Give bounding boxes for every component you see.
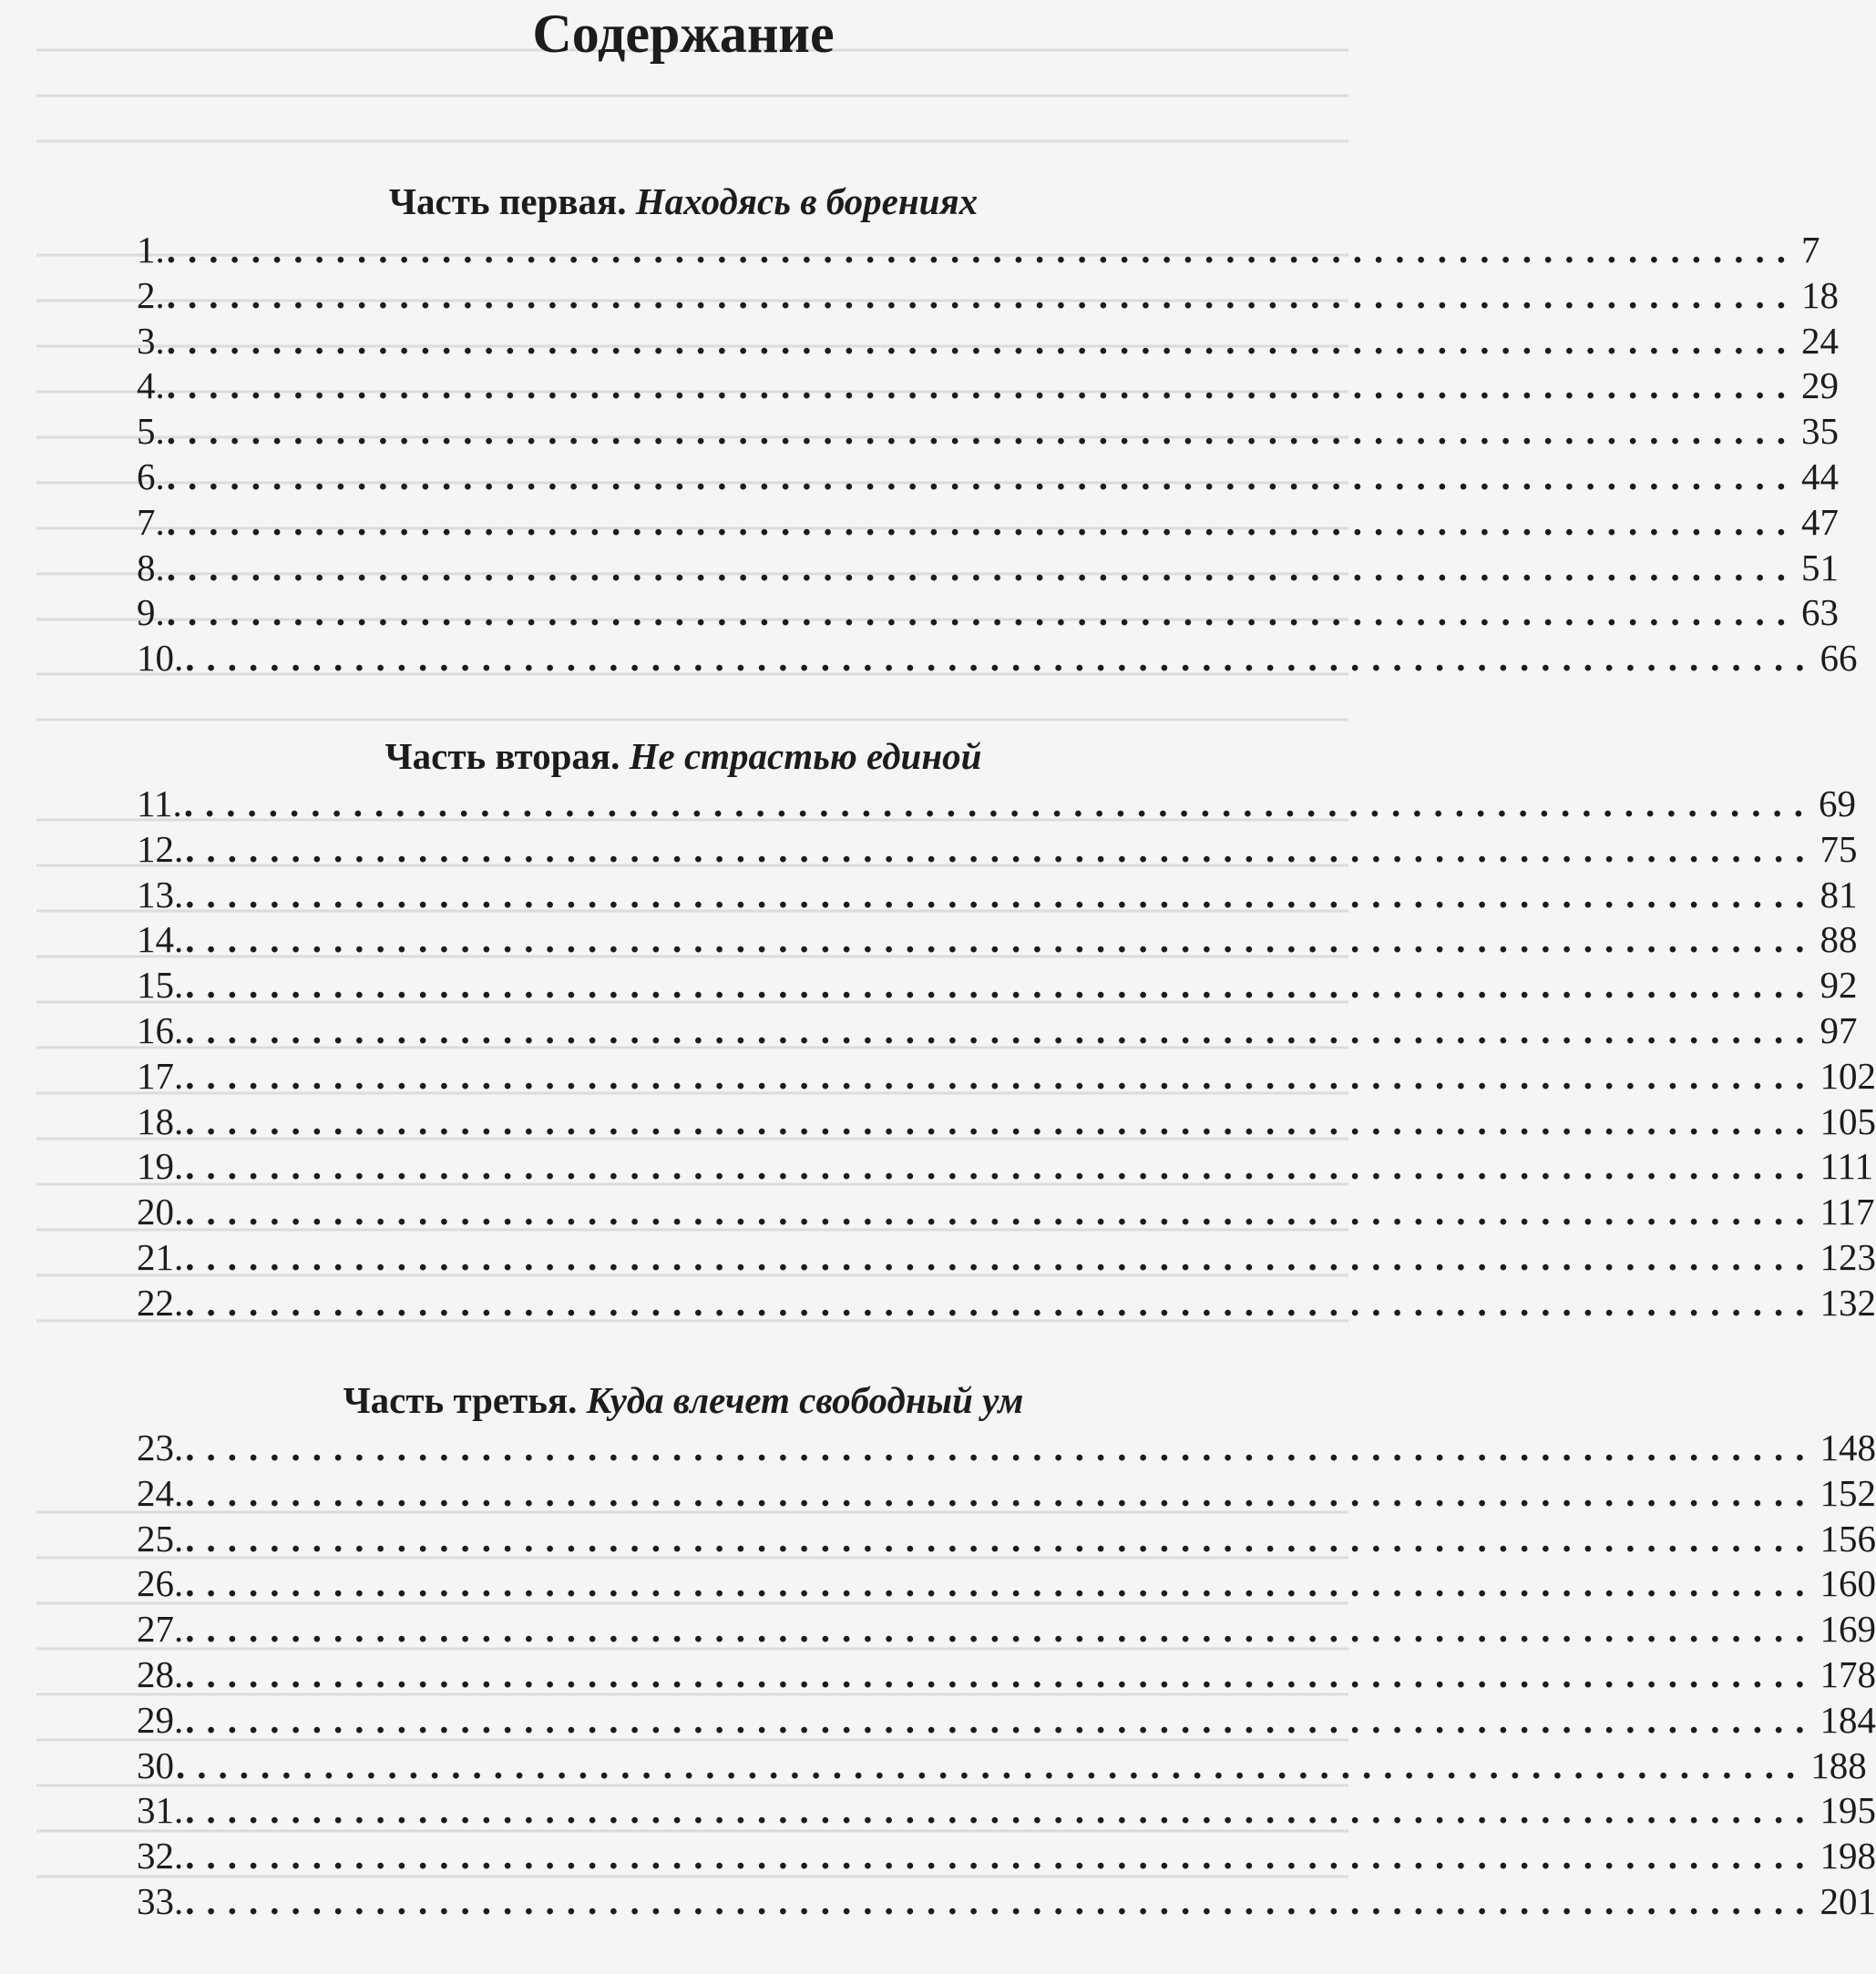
dot-leader: .............................................................................: [185, 1698, 1817, 1741]
page-number: 97: [1820, 1008, 1858, 1051]
dot-leader: .............................................................................: [185, 637, 1817, 680]
toc-entry[interactable]: [137, 1788, 1876, 1834]
toc-entry[interactable]: [137, 1652, 1876, 1698]
toc-entry[interactable]: [137, 1190, 1875, 1235]
chapter-number: 32.: [137, 1835, 184, 1877]
toc-entry[interactable]: [137, 228, 1820, 273]
dot-leader: .............................................................................: [185, 1789, 1817, 1832]
dot-leader: .............................................................................: [185, 1608, 1817, 1651]
dot-leader: .............................................................................: [185, 1054, 1817, 1097]
page-number: 105: [1820, 1100, 1876, 1142]
chapter-number: 24.: [137, 1471, 184, 1514]
toc-entry[interactable]: [137, 1698, 1876, 1744]
chapter-number: 1.: [137, 229, 165, 271]
toc-entry[interactable]: [137, 1517, 1876, 1562]
chapter-number: 11.: [137, 782, 182, 824]
chapter-number: 9.: [137, 591, 165, 634]
toc-entry[interactable]: [137, 1561, 1876, 1607]
page-number: 132: [1820, 1281, 1876, 1324]
page-number: 178: [1820, 1652, 1876, 1695]
toc-entry[interactable]: [137, 1008, 1858, 1054]
dot-leader: .............................................................................: [166, 364, 1798, 407]
toc-entry[interactable]: [137, 590, 1839, 636]
dot-leader: .............................................................................: [185, 1471, 1817, 1514]
toc-entry[interactable]: [137, 1235, 1876, 1281]
page-number: 123: [1820, 1235, 1876, 1278]
page-number: 195: [1820, 1789, 1876, 1832]
toc-entry[interactable]: [137, 1607, 1876, 1652]
dot-leader: .............................................................................: [166, 319, 1798, 362]
part-label: Часть первая.: [388, 180, 627, 222]
dot-leader: .............................................................................: [166, 500, 1798, 543]
page-number: 169: [1820, 1608, 1876, 1651]
toc-entry[interactable]: [137, 1100, 1876, 1145]
page-number: 51: [1801, 546, 1839, 588]
dot-leader: .............................................................................: [185, 1427, 1817, 1468]
page-number: 117: [1820, 1191, 1875, 1233]
dot-leader: .............................................................................: [185, 1008, 1817, 1051]
chapter-number: 25.: [137, 1517, 184, 1560]
toc-entry[interactable]: [137, 455, 1839, 500]
chapter-number: 29.: [137, 1698, 184, 1741]
chapter-number: 31.: [137, 1789, 184, 1832]
part-subtitle: Куда влечет свободный ум: [586, 1379, 1024, 1421]
chapter-number: 19.: [137, 1145, 184, 1188]
toc-list-part-2: [137, 782, 1876, 1326]
dot-leader: .............................................................................: [166, 455, 1798, 497]
page-number: 63: [1801, 591, 1839, 634]
chapter-number: 8.: [137, 546, 165, 588]
toc-entry[interactable]: [137, 963, 1858, 1008]
dot-leader: .............................................................................: [185, 1235, 1817, 1278]
page-number: 66: [1820, 637, 1858, 680]
toc-entry[interactable]: [137, 273, 1839, 319]
chapter-number: 20.: [137, 1191, 184, 1233]
dot-leader: .............................................................................: [185, 873, 1817, 915]
page-number: 92: [1820, 964, 1858, 1007]
page-number: 35: [1801, 410, 1839, 453]
dot-leader: .............................................................................: [185, 1517, 1817, 1560]
page-number: 188: [1810, 1744, 1867, 1786]
toc-entry[interactable]: [137, 636, 1858, 681]
part-label: Часть третья.: [343, 1379, 578, 1421]
chapter-number: 26.: [137, 1562, 184, 1605]
toc-entry[interactable]: [137, 363, 1839, 409]
chapter-number: 28.: [137, 1652, 184, 1695]
chapter-number: 3.: [137, 319, 165, 362]
chapter-number: 10.: [137, 637, 184, 680]
page-number: 47: [1801, 500, 1839, 543]
page-number: 160: [1820, 1562, 1876, 1605]
dot-leader: .............................................................................: [185, 918, 1817, 961]
dot-leader: .............................................................................: [185, 1191, 1817, 1233]
chapter-number: 12.: [137, 827, 184, 870]
toc-entry[interactable]: [137, 782, 1856, 827]
dot-leader: .............................................................................: [185, 1281, 1817, 1324]
page-number: 29: [1801, 364, 1839, 407]
toc-entry[interactable]: [137, 873, 1858, 918]
page-number: 7: [1801, 229, 1820, 271]
page-number: 111: [1820, 1145, 1873, 1188]
toc-entry[interactable]: [137, 319, 1839, 364]
chapter-number: 23.: [137, 1427, 184, 1468]
dot-leader: .............................................................................: [185, 1835, 1817, 1877]
toc-entry[interactable]: [137, 1834, 1876, 1879]
chapter-number: 2.: [137, 273, 165, 316]
toc-entry[interactable]: [137, 1471, 1876, 1517]
page-number: 152: [1820, 1471, 1876, 1514]
dot-leader: .............................................................................: [185, 1879, 1817, 1922]
chapter-number: 22.: [137, 1281, 184, 1324]
part-label: Часть вторая.: [384, 735, 620, 777]
toc-list-part-1: [137, 228, 1858, 681]
page-number: 24: [1801, 319, 1839, 362]
page-number: 81: [1820, 873, 1858, 915]
dot-leader: .............................................................................: [185, 964, 1817, 1007]
chapter-number: 7.: [137, 500, 165, 543]
dot-leader: .............................................................................: [176, 1744, 1808, 1786]
chapter-number: 21.: [137, 1235, 184, 1278]
chapter-number: 16.: [137, 1008, 184, 1051]
part-heading-3: [0, 1377, 1367, 1423]
dot-leader: .............................................................................: [185, 1145, 1817, 1188]
page-number: 201: [1820, 1879, 1876, 1922]
dot-leader: .............................................................................: [166, 229, 1798, 271]
page-title: Содержание: [532, 4, 835, 64]
chapter-number: 6.: [137, 455, 165, 497]
chapter-number: 27.: [137, 1608, 184, 1651]
toc-entry[interactable]: [137, 546, 1839, 591]
chapter-number: 13.: [137, 873, 184, 915]
dot-leader: .............................................................................: [166, 410, 1798, 453]
toc-entry[interactable]: [137, 917, 1858, 963]
dot-leader: .............................................................................: [166, 273, 1798, 316]
part-subtitle: Находясь в борениях: [635, 180, 979, 222]
chapter-number: 15.: [137, 964, 184, 1007]
toc-entry[interactable]: [137, 1144, 1873, 1190]
page-number: 44: [1801, 455, 1839, 497]
toc-list-part-3: [137, 1426, 1876, 1925]
dot-leader: .............................................................................: [185, 827, 1817, 870]
page-number: 198: [1820, 1835, 1876, 1877]
dot-leader: .............................................................................: [185, 1100, 1817, 1142]
toc-entry[interactable]: [137, 1054, 1876, 1100]
toc-entry[interactable]: [137, 409, 1839, 455]
chapter-number: 4.: [137, 364, 165, 407]
chapter-number: 33.: [137, 1879, 184, 1922]
toc-entry[interactable]: [137, 1879, 1876, 1925]
page-number: 148: [1820, 1427, 1876, 1468]
chapter-number: 17.: [137, 1054, 184, 1097]
toc-entry[interactable]: [137, 1744, 1867, 1789]
dot-leader: .............................................................................: [183, 782, 1815, 824]
part-heading-1: [0, 179, 1367, 224]
page-number: 102: [1820, 1054, 1876, 1097]
toc-entry[interactable]: [137, 827, 1858, 873]
dot-leader: .............................................................................: [166, 591, 1798, 634]
toc-entry[interactable]: [137, 1426, 1876, 1471]
toc-entry[interactable]: [137, 1281, 1876, 1326]
dot-leader: .............................................................................: [166, 546, 1798, 588]
page-number: 184: [1820, 1698, 1876, 1741]
page-number: 18: [1801, 273, 1839, 316]
chapter-number: 14.: [137, 918, 184, 961]
part-heading-2: [0, 733, 1367, 779]
chapter-number: 18.: [137, 1100, 184, 1142]
part-subtitle: Не страстью единой: [629, 735, 982, 777]
page-number: 69: [1818, 782, 1856, 824]
dot-leader: .............................................................................: [185, 1652, 1817, 1695]
page-number: 156: [1820, 1517, 1876, 1560]
chapter-number: 30: [137, 1744, 174, 1786]
toc-entry[interactable]: [137, 500, 1839, 546]
chapter-number: 5.: [137, 410, 165, 453]
page-number: 75: [1820, 827, 1858, 870]
page-number: 88: [1820, 918, 1858, 961]
dot-leader: .............................................................................: [185, 1562, 1817, 1605]
